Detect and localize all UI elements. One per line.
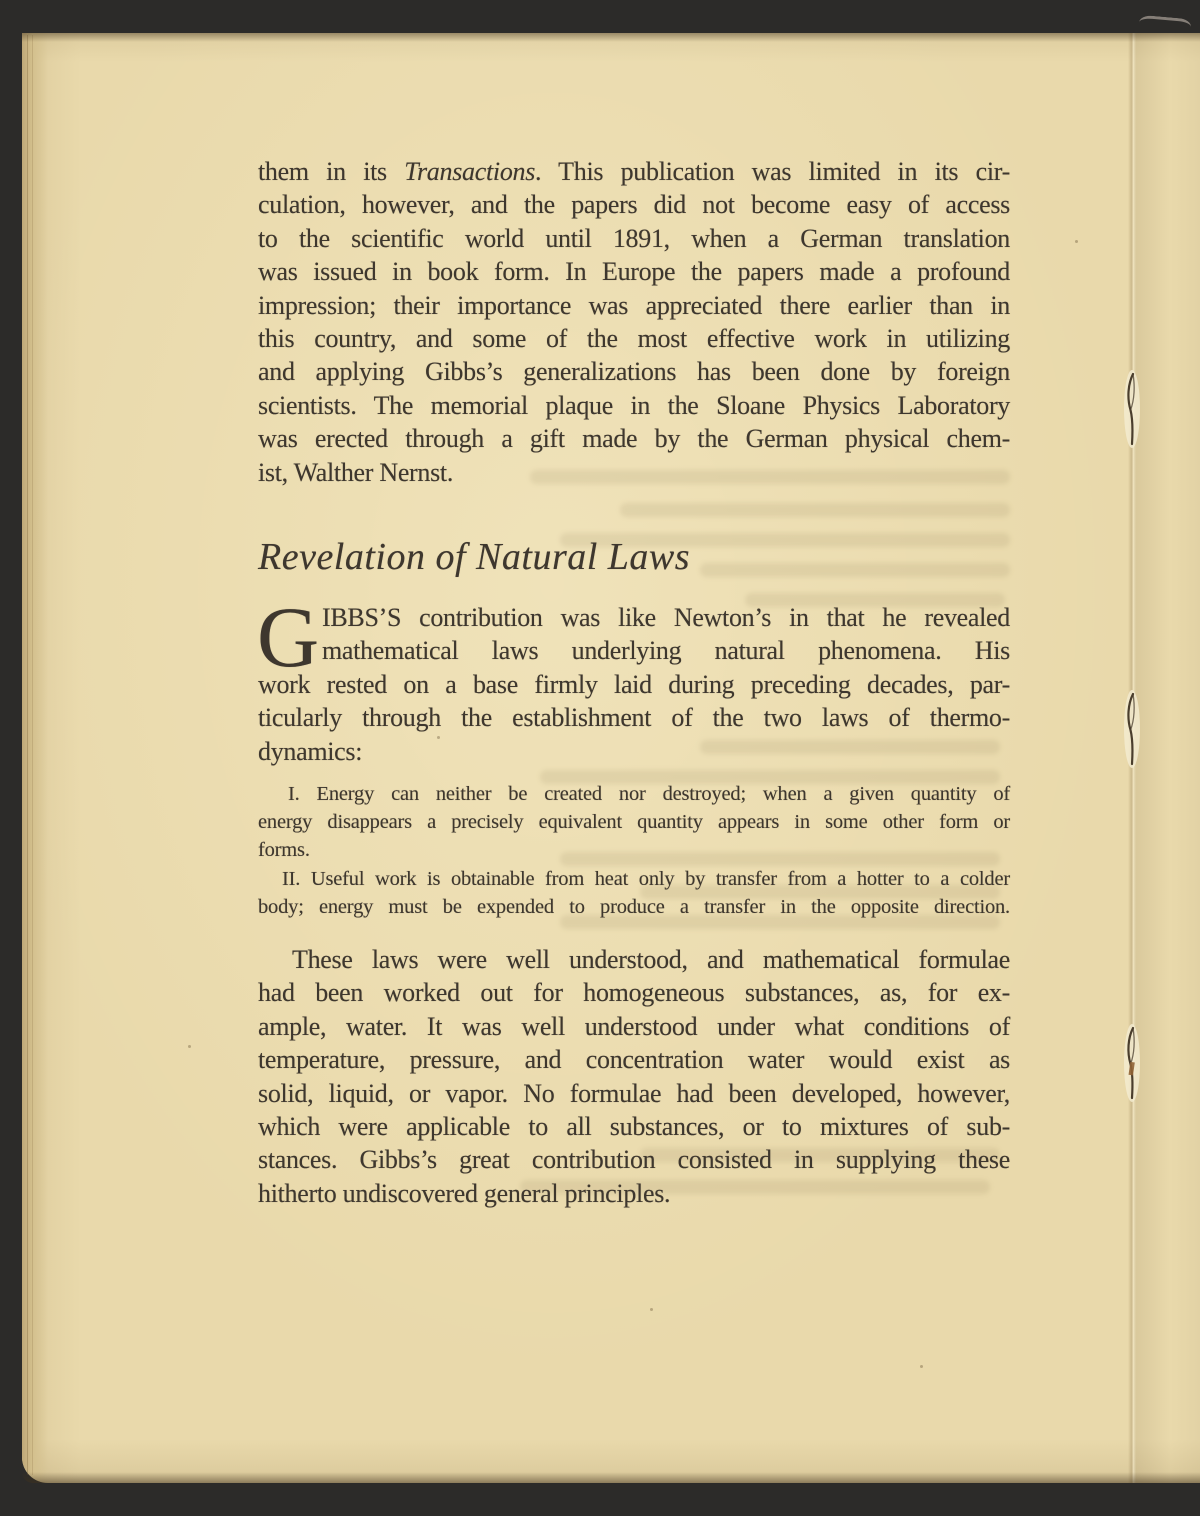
text-line: hitherto undiscovered general principles. (258, 1178, 671, 1208)
text-line: which were applicable to all substances, or to mixtures of sub- (258, 1112, 1010, 1142)
drop-cap: G (257, 589, 320, 685)
paragraph-lines (258, 780, 1010, 865)
paragraph-these-laws (258, 943, 1010, 1210)
staple-icon (1121, 688, 1143, 770)
law-one-thermodynamics (258, 780, 1010, 865)
page-edge-top (22, 33, 1200, 42)
text-line: was issued in book form. In Europe the papers made a profound (258, 257, 1010, 287)
text-line: energy disappears a precisely equivalent quantity appears in some other form or (258, 811, 1010, 834)
text-line: temperature, pressure, and concentration water would exist as (258, 1045, 1010, 1075)
paragraph-lines (258, 188, 1010, 489)
text-line: solid, liquid, or vapor. No formulae had been developed, however, (258, 1078, 1010, 1108)
text-line: ample, water. It was well understood under what conditions of (258, 1011, 1010, 1041)
text-line: ist, Walther Nernst. (258, 457, 454, 487)
page-right-shading (1134, 33, 1200, 1483)
law-two-thermodynamics (258, 865, 1010, 921)
text-line: was erected through a gift made by the German physical chem- (258, 424, 1010, 454)
text-line: this country, and some of the most effective work in utilizing (258, 324, 1010, 354)
paragraph-lines (258, 865, 1010, 921)
page-edge-bottom (22, 1472, 1200, 1483)
text-run: . This publication was limited in its cir- (535, 157, 1010, 186)
text-block (258, 33, 1010, 1483)
text-line: dynamics: (258, 736, 363, 766)
text-line: scientists. The memorial plaque in the Sloane Physics Laboratory (258, 390, 1010, 420)
section-heading: Revelation of Natural Laws (258, 536, 691, 578)
text-line: mathematical laws underlying natural phenomena. His (322, 636, 1010, 666)
text-line: had been worked out for homogeneous substances, as, for ex- (258, 978, 1010, 1008)
text-line: work rested on a base firmly laid during preceding decades, par- (258, 669, 1010, 699)
paragraph-lines (258, 601, 1010, 768)
paragraph-gibbs-contribution (257, 589, 1010, 768)
text-line: II. Useful work is obtainable from heat only by transfer from a hotter to a colder (282, 868, 1010, 890)
staple-icon (1121, 1022, 1143, 1104)
italic-title-run: Transactions (404, 157, 536, 186)
page-edge-left (22, 33, 48, 1483)
text-line: culation, however, and the papers did not become easy of access (258, 190, 1010, 220)
paper-speck (1075, 240, 1078, 243)
text-line: impression; their importance was appreciated there earlier than in (258, 290, 1010, 320)
text-line: IBBS’S contribution was like Newton’s in that he revealed (322, 603, 1010, 632)
staple-icon (1121, 368, 1143, 450)
text-line: and applying Gibbs’s generalizations has been done by foreign (258, 357, 1010, 387)
paragraph-transactions (258, 155, 1010, 489)
text-run: them in its (258, 157, 405, 186)
text-line: to the scientific world until 1891, when a German translation (258, 223, 1010, 253)
text-line: stances. Gibbs’s great contribution consisted in supplying these (258, 1145, 1010, 1175)
text-line: body; energy must be expended to produce a transfer in the opposite direction. (258, 896, 1010, 919)
text-line: ticularly through the establishment of the two laws of thermo- (258, 703, 1010, 733)
book-page (22, 33, 1200, 1483)
text-line: I. Energy can neither be created nor destroyed; when a given quantity of (288, 783, 1010, 805)
text-line: These laws were well understood, and mathematical formulae (292, 945, 1010, 974)
text-line: forms. (258, 839, 310, 862)
wire-clip-icon (1138, 15, 1191, 34)
paragraph-lines (258, 943, 1010, 1210)
text-line (258, 155, 1010, 188)
paper-speck (188, 1045, 191, 1048)
